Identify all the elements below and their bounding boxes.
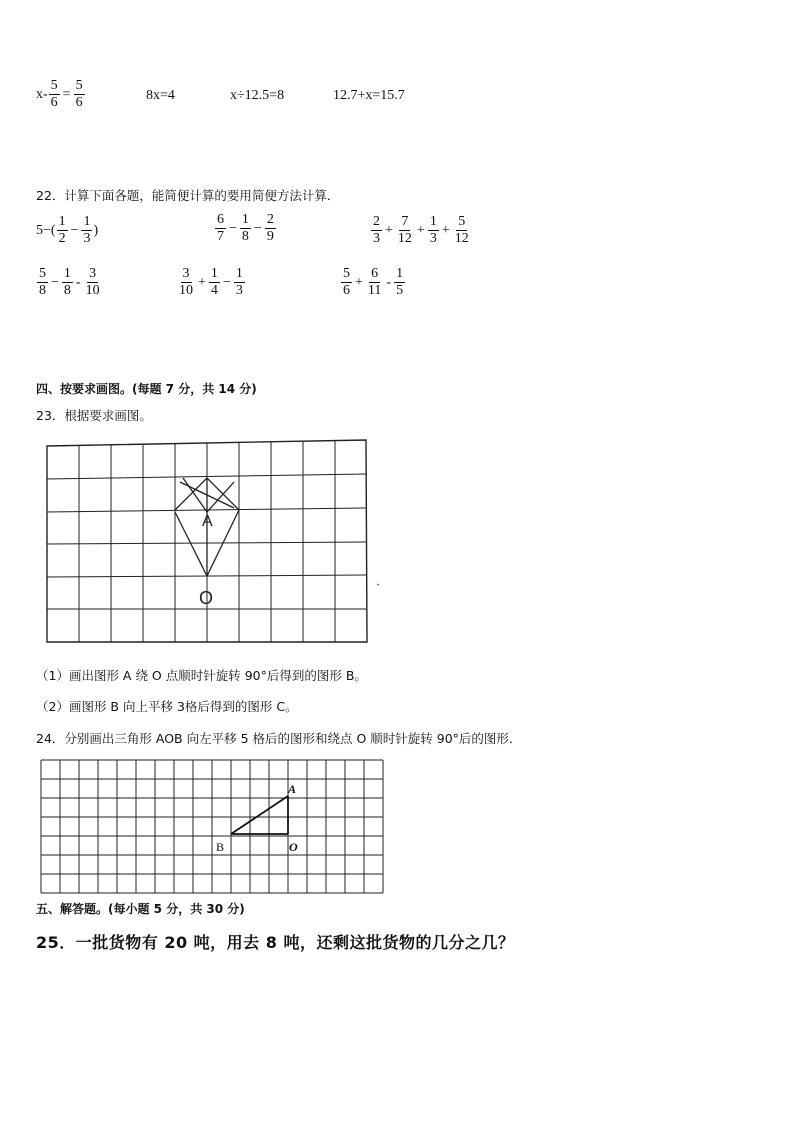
denominator: 3 bbox=[235, 283, 243, 298]
q22-expression-e bbox=[176, 266, 246, 299]
denominator: 11 bbox=[367, 283, 382, 298]
denominator: 8 bbox=[63, 283, 71, 298]
numerator: 5 bbox=[39, 266, 46, 281]
numerator: 1 bbox=[63, 266, 71, 281]
numerator: 5 bbox=[343, 266, 350, 281]
q23-grid-figure bbox=[40, 436, 380, 646]
numerator: 5 bbox=[50, 78, 58, 93]
numerator: 1 bbox=[235, 266, 243, 281]
fraction bbox=[453, 214, 471, 247]
label-o: O bbox=[289, 840, 298, 854]
numerator: 1 bbox=[241, 212, 249, 227]
q22-expression-d bbox=[36, 266, 103, 299]
question-24-title: 24．分别画出三角形 AOB 向左平移 5 格后的图形和绕点 O 顺时针旋转 90°后的图形． bbox=[36, 731, 522, 746]
denominator: 12 bbox=[397, 231, 412, 246]
label-a: A bbox=[288, 782, 297, 796]
question-25-text: 25．一批货物有 20 吨，用去 8 吨，还剩这批货物的几分之几？ bbox=[36, 933, 515, 952]
operator: - bbox=[75, 274, 81, 290]
operator: - bbox=[386, 274, 392, 290]
fraction bbox=[215, 212, 226, 245]
q22-expression-b bbox=[214, 212, 277, 245]
numerator: 7 bbox=[401, 214, 409, 229]
fraction bbox=[209, 266, 220, 299]
operator: = bbox=[62, 86, 71, 102]
numerator: 2 bbox=[266, 212, 274, 227]
q23-instruction-1: （1）画出图形 A 绕 O 点顺时针旋转 90°后得到的图形 B。 bbox=[36, 668, 367, 683]
operator: − bbox=[222, 274, 231, 290]
denominator: 4 bbox=[210, 283, 218, 298]
q22-expression-a bbox=[36, 214, 98, 247]
fraction bbox=[74, 78, 85, 111]
q22-expression-c bbox=[370, 214, 472, 247]
fraction bbox=[428, 214, 439, 247]
fraction bbox=[371, 214, 382, 247]
denominator: 10 bbox=[179, 283, 193, 298]
label-a: A bbox=[202, 513, 213, 530]
operator: + bbox=[416, 222, 425, 238]
denominator: 9 bbox=[266, 229, 274, 244]
denominator: 6 bbox=[75, 95, 83, 110]
operator: − bbox=[253, 220, 262, 236]
numerator: 6 bbox=[217, 212, 224, 227]
operator: + bbox=[385, 222, 393, 238]
fraction bbox=[240, 212, 251, 245]
equation-1 bbox=[36, 78, 86, 111]
expr-text: ) bbox=[93, 222, 99, 238]
denominator: 10 bbox=[85, 283, 100, 298]
question-23-title: 23．根据要求画图。 bbox=[36, 408, 152, 423]
numerator: 3 bbox=[89, 266, 97, 281]
q23-instruction-2: （2）画图形 B 向上平移 3格后得到的图形 C。 bbox=[36, 699, 298, 714]
fraction bbox=[177, 266, 195, 299]
numerator: 5 bbox=[75, 78, 83, 93]
q24-grid-lines bbox=[41, 760, 383, 893]
denominator: 5 bbox=[396, 283, 404, 298]
denominator: 3 bbox=[83, 231, 91, 246]
fraction bbox=[49, 78, 60, 111]
fraction bbox=[265, 212, 276, 245]
q22-expression-f bbox=[340, 266, 406, 299]
denominator: 2 bbox=[58, 231, 66, 246]
denominator: 3 bbox=[373, 231, 380, 246]
denominator: 8 bbox=[241, 229, 249, 244]
denominator: 6 bbox=[343, 283, 350, 298]
fraction bbox=[366, 266, 383, 299]
operator: + bbox=[441, 222, 450, 238]
numerator: 1 bbox=[210, 266, 218, 281]
fraction bbox=[81, 214, 92, 247]
label-o: O bbox=[199, 588, 214, 608]
numerator: 6 bbox=[371, 266, 379, 281]
numerator: 1 bbox=[83, 214, 91, 229]
fraction bbox=[84, 266, 102, 299]
denominator: 12 bbox=[454, 231, 469, 246]
fraction bbox=[37, 266, 48, 299]
numerator: 1 bbox=[429, 214, 437, 229]
operator: + bbox=[198, 274, 206, 290]
fraction bbox=[341, 266, 352, 299]
fraction bbox=[57, 214, 68, 247]
numerator: 1 bbox=[58, 214, 66, 229]
denominator: 6 bbox=[50, 95, 58, 110]
label-b: B bbox=[216, 840, 225, 854]
fraction bbox=[62, 266, 73, 299]
numerator: 3 bbox=[182, 266, 190, 281]
triangle-aob bbox=[231, 796, 288, 834]
fraction bbox=[234, 266, 245, 299]
operator: − bbox=[70, 222, 79, 238]
denominator: 7 bbox=[217, 229, 224, 244]
equation-1-prefix: x- bbox=[36, 86, 48, 102]
denominator: 3 bbox=[429, 231, 437, 246]
numerator: 2 bbox=[373, 214, 380, 229]
operator: − bbox=[51, 274, 59, 290]
section-4-heading: 四、按要求画图。(每题 7 分，共 14 分) bbox=[36, 382, 257, 396]
section-5-heading: 五、解答题。(每小题 5 分，共 30 分) bbox=[36, 902, 245, 916]
equation-2: 8x=4 bbox=[146, 88, 175, 103]
q24-grid-figure bbox=[38, 758, 384, 894]
denominator: 8 bbox=[39, 283, 46, 298]
operator: + bbox=[355, 274, 363, 290]
numerator: 5 bbox=[458, 214, 466, 229]
equation-3: x÷12.5=8 bbox=[230, 88, 285, 103]
fraction bbox=[394, 266, 405, 299]
question-22-title: 22．计算下面各题，能简便计算的要用简便方法计算． bbox=[36, 188, 340, 203]
stray-mark bbox=[377, 584, 379, 585]
numerator: 1 bbox=[396, 266, 404, 281]
operator: − bbox=[229, 220, 237, 236]
expr-text: 5−( bbox=[36, 222, 56, 238]
equation-4: 12.7+x=15.7 bbox=[333, 88, 405, 103]
fraction bbox=[396, 214, 414, 247]
